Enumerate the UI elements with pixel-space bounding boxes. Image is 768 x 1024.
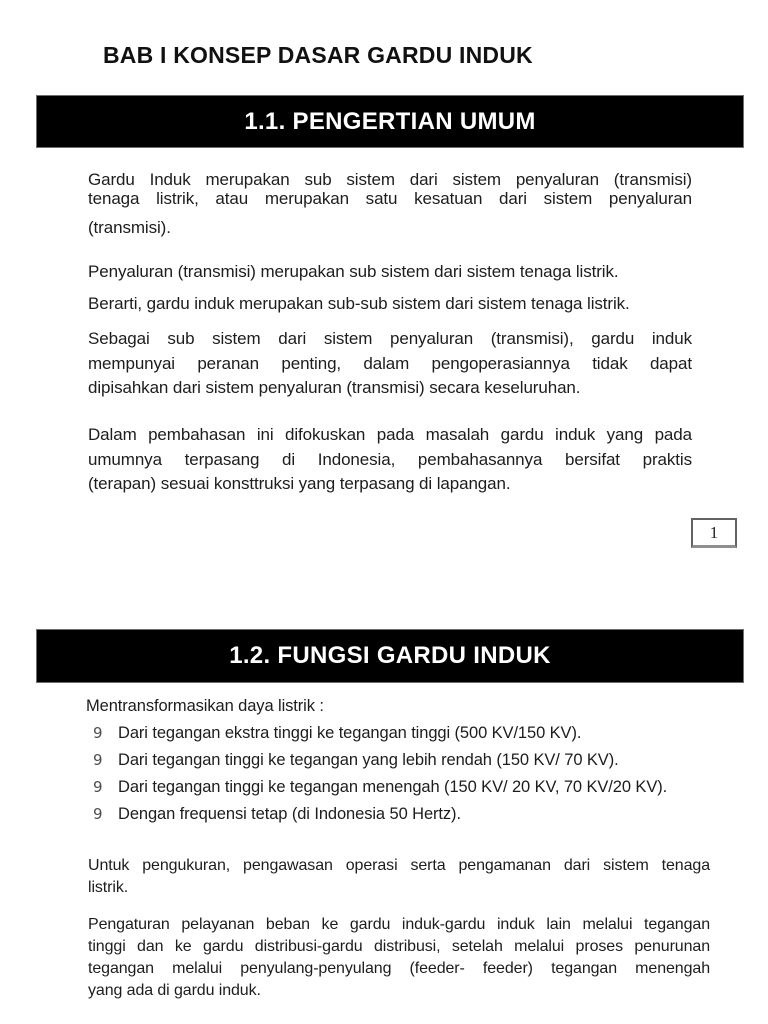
text-line: Sebagai sub sistem dari sistem penyaluran (transmisi), gardu induk — [88, 329, 692, 348]
bullet-marker: 9 — [93, 724, 103, 742]
page-number-box — [691, 518, 737, 548]
text-line: yang ada di gardu induk. — [88, 982, 261, 999]
text-line: (transmisi). — [88, 218, 171, 237]
text-line: tenaga listrik, atau merupakan satu kesatuan dari sistem penyaluran — [88, 189, 692, 208]
chapter-title: BAB I KONSEP DASAR GARDU INDUK — [103, 42, 533, 68]
bullet-item — [93, 751, 723, 778]
paragraph-untuk-pengukuran — [88, 855, 710, 899]
bullet-text: Dari tegangan tinggi ke tegangan yang lebih rendah (150 KV/ 70 KV). — [118, 751, 619, 769]
text-line: tegangan melalui penyulang-penyulang (feeder- feeder) tegangan menengah — [88, 960, 710, 977]
text-line: Berarti, gardu induk merupakan sub-sub sistem dari sistem tenaga listrik. — [88, 294, 630, 313]
text-line: listrik. — [88, 879, 129, 896]
transform-intro-line: Mentransformasikan daya listrik : — [86, 697, 324, 715]
text-line: Dalam pembahasan ini difokuskan pada masalah gardu induk yang pada — [88, 425, 692, 444]
text-line: Gardu Induk merupakan sub sistem dari sistem penyaluran (transmisi) — [88, 170, 692, 189]
section-1-2-banner — [36, 629, 744, 683]
paragraph-pengaturan-pelayanan — [88, 914, 710, 1002]
paragraph-gardu-induk-definition — [88, 170, 692, 237]
text-line: Penyaluran (transmisi) merupakan sub sistem dari sistem tenaga listrik. — [88, 262, 619, 281]
bullet-text: Dari tegangan ekstra tinggi ke tegangan tinggi (500 KV/150 KV). — [118, 724, 582, 742]
text-line: tinggi dan ke gardu distribusi-gardu distribusi, setelah melalui proses penurunan — [88, 938, 710, 955]
paragraph-dalam-pembahasan — [88, 423, 692, 497]
page-number: 1 — [709, 522, 719, 542]
text-line: Pengaturan pelayanan beban ke gardu induk-gardu induk lain melalui tegangan — [88, 916, 710, 933]
bullet-item — [93, 805, 723, 832]
section-1-1-heading: 1.1. PENGERTIAN UMUM — [244, 107, 536, 135]
paragraph-berarti — [88, 294, 692, 314]
bullet-marker: 9 — [93, 805, 103, 823]
section-1-2-heading: 1.2. FUNGSI GARDU INDUK — [229, 642, 551, 669]
text-line: Untuk pengukuran, pengawasan operasi serta pengamanan dari sistem tenaga — [88, 857, 710, 874]
bullet-item — [93, 724, 723, 751]
paragraph-sebagai-sub-sistem — [88, 327, 692, 401]
paragraph-penyaluran — [88, 262, 692, 282]
text-line: mempunyai peranan penting, dalam pengoperasiannya tidak dapat — [88, 353, 692, 373]
bullet-marker: 9 — [93, 778, 103, 796]
bullet-marker: 9 — [93, 751, 103, 769]
text-line: umumnya terpasang di Indonesia, pembahasannya bersifat praktis — [88, 449, 692, 469]
text-line: (terapan) sesuai konsttruksi yang terpasang di lapangan. — [88, 474, 511, 493]
bullet-item — [93, 778, 723, 805]
function-bullet-list — [93, 724, 723, 832]
text-line: dipisahkan dari sistem penyaluran (transmisi) secara keseluruhan. — [88, 378, 581, 397]
bullet-text: Dengan frequensi tetap (di Indonesia 50 Hertz). — [118, 805, 461, 823]
section-1-1-banner — [36, 95, 744, 148]
bullet-text: Dari tegangan tinggi ke tegangan menengah (150 KV/ 20 KV, 70 KV/20 KV). — [118, 778, 668, 796]
